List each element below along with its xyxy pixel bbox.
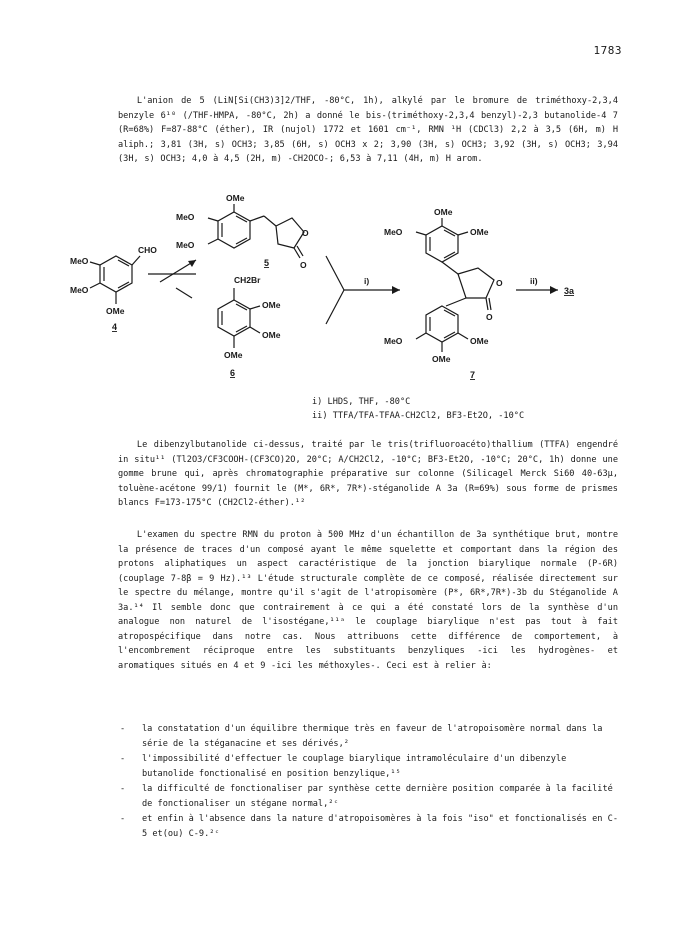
step-ii-label: ii) — [530, 276, 538, 286]
cho-label: CHO — [138, 245, 157, 255]
branch-arrow — [148, 260, 196, 298]
ome-label: OMe — [434, 207, 453, 217]
ome-label: OMe — [262, 330, 281, 340]
meo-label: MeO — [176, 212, 195, 222]
meo-label: MeO — [70, 256, 89, 266]
step-i-label: i) — [364, 276, 370, 286]
paragraph-synthesis: L'anion de 5 (LiN[Si(CH3)3]2/THF, -80°C, 1h), alkylé par le bromure de triméthoxy-2,3,4 benzyle 6¹⁰ (/THF-HMPA, -80°C, 2h) a donné le bis-(triméthoxy-2,3,4 benzyl)-2,3 butanolide-4 7 (R=68%) F=87-88°C (éther), IR (nujol) 1772 et 1601 cm⁻¹, RMN ¹H (CDCl3) 2,2 à 3,5 (6H, m) H aliph.; 3,81 (3H, s) OCH3; 3,85 (6H, s) OCH3 x 2; 3,90 (3H, s) OCH3; 3,92 (3H, s) OCH3; 3,94 (3H, s) OCH3; 4,0 à 4,5 (2H, m) -CH2OCO-; 6,53 à 7,11 (4H, m) H arom. — [118, 96, 618, 164]
compound-5-structure — [176, 193, 309, 270]
meo-label: MeO — [384, 227, 403, 237]
ch2br-label: CH2Br — [234, 275, 261, 285]
compound-4-structure — [70, 245, 157, 332]
list-marker: - — [120, 754, 126, 764]
compound-7-label: 7 — [470, 370, 476, 380]
page-number: 1783 — [593, 44, 622, 57]
compound-6-label: 6 — [230, 368, 236, 378]
step-i-arrow — [326, 256, 400, 324]
step-ii-arrow — [516, 276, 575, 296]
list-item: - et enfin à l'absence dans la nature d'atropoisomères à la fois "iso" et fonctionalisés en C-5 et(ou) C-9.²ᶜ — [120, 814, 618, 839]
product-3a-label: 3a — [564, 286, 575, 296]
meo-label: MeO — [70, 285, 89, 295]
reaction-scheme — [68, 193, 628, 396]
compound-6-structure — [218, 275, 281, 378]
meo-label: MeO — [176, 240, 195, 250]
ome-label: OMe — [470, 336, 489, 346]
carbonyl-o-label: O — [300, 260, 307, 270]
ome-label: OMe — [262, 300, 281, 310]
reaction-conditions — [312, 395, 524, 423]
ome-label: OMe — [432, 354, 451, 364]
compound-4-label: 4 — [112, 322, 118, 332]
paragraph-cyclization: Le dibenzylbutanolide ci-dessus, traité par le tris(trifluoroacéto)thallium (TTFA) engendré in situ¹¹ (Tl2O3/CF3COOH-(CF3CO)2O, 20°C; A/CH2Cl2, -10°C; BF3-Et2O, -10°C; 20°C, 1h) donne une gomme brune qui, après chromatographie préparative sur colonne (Silicagel Merck Si60 40-63µ, toluène-acétone 99/1) fournit le (M*, 6R*, 7R*)-stéganolide A 3a (R=69%) sous forme de prismes blancs F=173-175°C (CH2Cl2-éther).¹² — [118, 440, 618, 508]
meo-label: MeO — [384, 336, 403, 346]
carbonyl-o-label: O — [486, 312, 493, 322]
ome-label: OMe — [226, 193, 245, 203]
evidence-list — [120, 722, 620, 842]
ome-label: OMe — [470, 227, 489, 237]
compound-7-structure — [384, 207, 503, 380]
paragraph-nmr-analysis: L'examen du spectre RMN du proton à 500 MHz d'un échantillon de 3a synthétique brut, montre la présence de traces d'un composé ayant le même squelette et comportant dans la région des protons aliphatiques un aspect caractéristique de la jonction biarylique normale (P-6R) (couplage 7-8β = 9 Hz).¹³ L'étude structurale complète de ce composé, réalisée directement sur le spectre du mélange, montre qu'il s'agit de l'atropisomère (P*, 6R*,7R*)-3b du Stéganolide A 3a.¹⁴ Il semble donc que contrairement à ce qui a été constaté lors de la synthèse d'un analogue non naturel de l'isostégane,¹¹ᵃ le couplage biarylique n'est pas tout à fait atropospécifique dans notre cas. Nous attribuons cette différence de comportement, à l'encombrement réciproque entre les substituants benzyliques -ici les hydrogènes- et aromatiques situés en 4 et 9 -ici les méthoxyles-. Ceci est à relier à: — [118, 530, 618, 671]
lactone-o-label: O — [496, 278, 503, 288]
ome-label: OMe — [224, 350, 243, 360]
list-item: - la constatation d'un équilibre thermique très en faveur de l'atropoisomère normal dans la série de la stéganacine et ses dérivés,² — [120, 724, 603, 749]
list-marker: - — [120, 784, 126, 794]
lactone-o-label: O — [302, 228, 309, 238]
ome-label: OMe — [106, 306, 125, 316]
condition-ii: ii) TTFA/TFA-TFAA-CH2Cl2, BF3-Et2O, -10°C — [312, 411, 525, 421]
reaction-scheme-svg — [68, 193, 628, 396]
list-marker: - — [120, 724, 126, 734]
list-marker: - — [120, 814, 126, 824]
list-item: - l'impossibilité d'effectuer le couplage biarylique intramoléculaire d'un dibenzyle butanolide fonctionalisé en position benzylique,¹⁵ — [120, 754, 567, 779]
compound-5-label: 5 — [264, 258, 270, 268]
condition-i: i) LHDS, THF, -80°C — [312, 397, 411, 407]
list-item: - la difficulté de fonctionaliser par synthèse cette dernière position comparée à la facilité de fonctionaliser un stégane normal,²ᶜ — [120, 784, 613, 809]
